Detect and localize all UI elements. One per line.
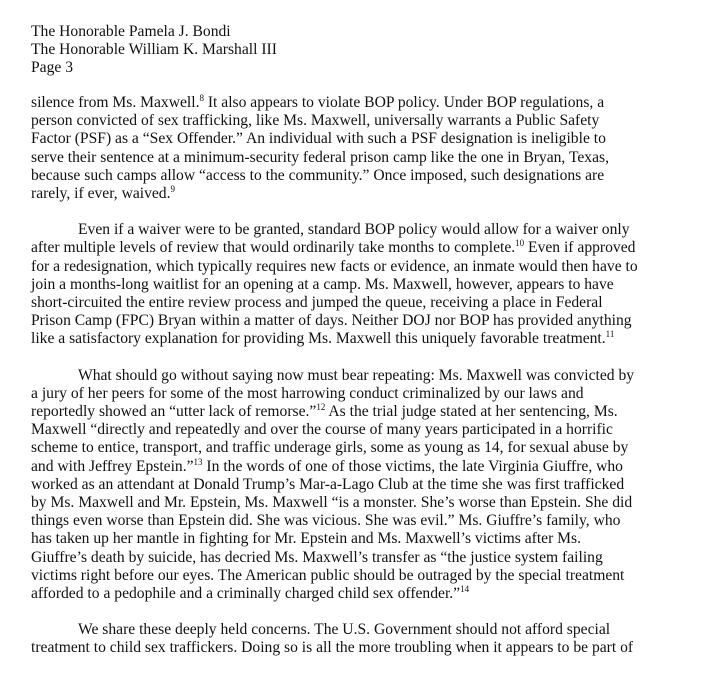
text-line: because such camps allow “access to the community.” Once imposed, such designations are: [31, 166, 605, 184]
footnote-ref: 8: [199, 93, 204, 103]
text-line: Even if a waiver were to be granted, standard BOP policy would allow for a waiver only: [78, 221, 630, 239]
text-line: rarely, if ever, waived.$^9$: [31, 184, 175, 203]
paragraph-waiver: [31, 221, 711, 348]
text-line: What should go without saying now must bear repeating: Ms. Maxwell was convicted by: [78, 366, 635, 384]
text-line: join a months-long waitlist for an opening at a camp. Ms. Maxwell, however, appears to have: [31, 275, 614, 293]
text-line: things even worse than Epstein did. She was vicious. She was evil.” Ms. Giuffre’s family, who: [31, 512, 621, 530]
text-line: treatment to child sex traffickers. Doing so is all the more troubling when it appears to be part of: [31, 639, 634, 657]
letter-body: [31, 94, 711, 676]
text-line: serve their sentence at a minimum-security federal prison camp like the one in Bryan, Texas,: [31, 148, 609, 166]
page-number-label: Page 3: [31, 59, 74, 77]
text-line: victims right before our eyes. The American public should be outraged by the special treatment: [31, 566, 625, 584]
footnote-ref: 13: [193, 456, 203, 467]
footnote-ref: 10: [515, 238, 525, 249]
footnote-ref: 9: [170, 184, 175, 195]
text-line: silence from Ms. Maxwell.$^8$ It also appears to violate BOP policy. Under BOP regulations, a: [31, 93, 605, 111]
text-line: like a satisfactory explanation for providing Ms. Maxwell this uniquely favorable treatment.$^{11}$: [31, 329, 615, 348]
footnote-ref: 14: [460, 584, 470, 595]
text-line: worked as an attendant at Donald Trump’s Mar-a-Lago Club at the time she was first trafficked: [31, 475, 625, 493]
text-line: a jury of her peers for some of the most harrowing conduct criminalized by our laws and: [31, 384, 584, 402]
text-line: Factor (PSF) as a “Sex Offender.” An individual with such a PSF designation is ineligible to: [31, 130, 606, 148]
text-line: We share these deeply held concerns. The U.S. Government should not afford special: [78, 621, 611, 639]
text-line: scheme to entice, transport, and traffic underage girls, some as young as 14, for sexual abuse by: [31, 439, 629, 457]
letter-header: [31, 23, 277, 78]
paragraph-continued: [31, 94, 711, 203]
addressee-line-1: The Honorable Pamela J. Bondi: [31, 23, 231, 40]
footnote-ref: 11: [605, 329, 615, 340]
text-line: for a redesignation, which typically requires new facts or evidence, an inmate would then have to: [31, 257, 638, 275]
paragraph-conviction: [31, 367, 711, 604]
text-line: short-circuited the entire review process and jumped the queue, receiving a place in Federal: [31, 294, 603, 312]
text-line: person convicted of sex trafficking, like Ms. Maxwell, universally warrants a Public Safety: [31, 112, 600, 130]
footnote-ref: 12: [316, 402, 326, 413]
text-line: and with Jeffrey Epstein.”$^{13}$ In the words of one of those victims, the late Virginia Giuffre, who: [31, 456, 623, 475]
text-line: after multiple levels of review that would ordinarily take months to complete.$^{10}$ Even if approved: [31, 238, 636, 257]
text-line: Prison Camp (FPC) Bryan within a matter of days. Neither DOJ nor BOP has provided anything: [31, 312, 632, 330]
paragraph-concerns: [31, 621, 711, 657]
text-line: by Ms. Maxwell and Mr. Epstein, Ms. Maxwell “is a monster. She’s worse than Epstein. She did: [31, 494, 633, 512]
text-line: has taken up her mantle in fighting for Mr. Epstein and Ms. Maxwell’s victims after Ms.: [31, 530, 582, 548]
text-line: reportedly showed an “utter lack of remorse.”$^{12}$ As the trial judge stated at her sentencing, Ms.: [31, 402, 618, 421]
text-line: Giuffre’s death by suicide, has decried Ms. Maxwell’s transfer as “the justice system failing: [31, 548, 603, 566]
addressee-line-2: The Honorable William K. Marshall III: [31, 41, 277, 59]
text-line: Maxwell “directly and repeatedly and over the course of many years participated in a horrific: [31, 421, 613, 439]
text-line: afforded to a pedophile and a criminally charged child sex offender.”$^{14}$: [31, 584, 470, 603]
